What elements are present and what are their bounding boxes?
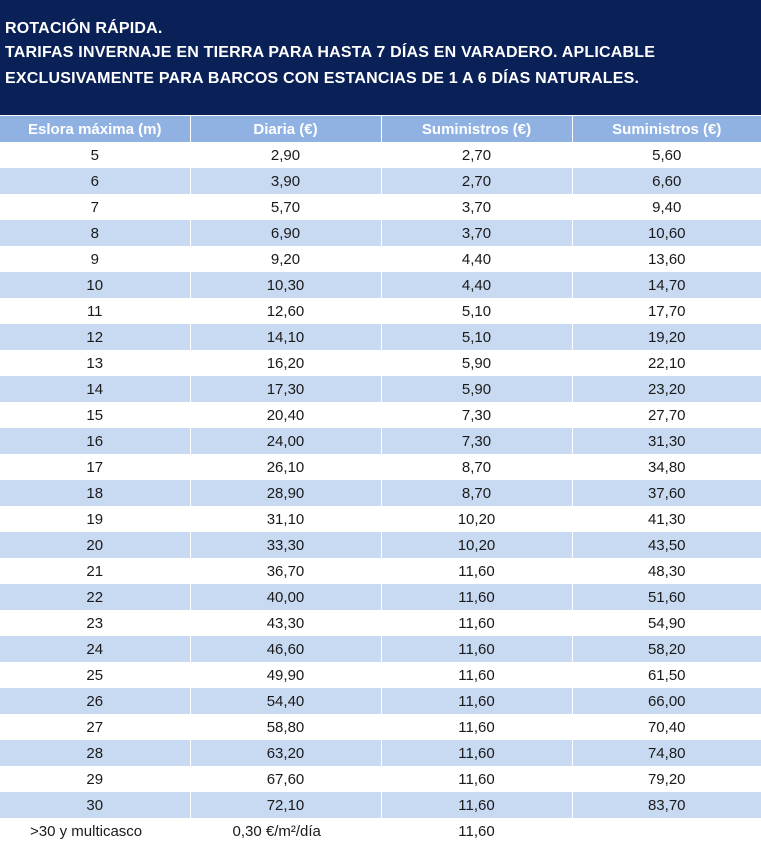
supplies-total-cell: 41,30	[572, 506, 761, 532]
daily-cell: 28,90	[190, 480, 381, 506]
table-row	[0, 194, 761, 220]
daily-cell: 58,80	[190, 714, 381, 740]
supplies-total-cell: 27,70	[572, 402, 761, 428]
table-row	[0, 402, 761, 428]
length-cell: 17	[0, 454, 190, 480]
supplies-cell: 11,60	[381, 636, 572, 662]
table-row	[0, 532, 761, 558]
supplies-cell: 4,40	[381, 246, 572, 272]
supplies-total-cell: 6,60	[572, 168, 761, 194]
daily-cell: 43,30	[190, 610, 381, 636]
supplies-cell: 11,60	[381, 558, 572, 584]
supplies-total-cell: 5,60	[572, 142, 761, 168]
table-row	[0, 792, 761, 818]
supplies-total-cell: 9,40	[572, 194, 761, 220]
supplies-total-cell: 10,60	[572, 220, 761, 246]
daily-cell: 63,20	[190, 740, 381, 766]
length-cell: 10	[0, 272, 190, 298]
column-header-length: Eslora máxima (m)	[0, 116, 190, 142]
length-cell: 24	[0, 636, 190, 662]
supplies-total-cell: 31,30	[572, 428, 761, 454]
daily-cell: 46,60	[190, 636, 381, 662]
supplies-cell: 11,60	[381, 792, 572, 818]
supplies-total-cell: 51,60	[572, 584, 761, 610]
length-cell: 16	[0, 428, 190, 454]
table-row	[0, 636, 761, 662]
title-line-2: TARIFAS INVERNAJE EN TIERRA PARA HASTA 7 DÍAS EN VARADERO. APLICABLE	[5, 44, 656, 61]
daily-cell: 26,10	[190, 454, 381, 480]
daily-cell: 24,00	[190, 428, 381, 454]
daily-cell: 72,10	[190, 792, 381, 818]
supplies-total-cell: 34,80	[572, 454, 761, 480]
daily-cell: 54,40	[190, 688, 381, 714]
supplies-cell: 11,60	[381, 688, 572, 714]
supplies-cell: 8,70	[381, 480, 572, 506]
daily-cell: 2,90	[190, 142, 381, 168]
daily-cell: 6,90	[190, 220, 381, 246]
table-row	[0, 558, 761, 584]
table-row	[0, 376, 761, 402]
supplies-cell: 11,60	[381, 766, 572, 792]
daily-cell: 31,10	[190, 506, 381, 532]
title-line-3: EXCLUSIVAMENTE PARA BARCOS CON ESTANCIAS DE 1 A 6 DÍAS NATURALES.	[5, 70, 640, 87]
length-cell: 20	[0, 532, 190, 558]
table-row	[0, 298, 761, 324]
table-row	[0, 584, 761, 610]
supplies-total-cell: 48,30	[572, 558, 761, 584]
table-row	[0, 662, 761, 688]
supplies-cell: 7,30	[381, 402, 572, 428]
length-cell: 13	[0, 350, 190, 376]
daily-cell: 33,30	[190, 532, 381, 558]
table-row	[0, 272, 761, 298]
footer-length-cell: >30 y multicasco	[0, 818, 190, 844]
supplies-total-cell: 74,80	[572, 740, 761, 766]
supplies-cell: 11,60	[381, 584, 572, 610]
daily-cell: 17,30	[190, 376, 381, 402]
supplies-cell: 5,10	[381, 324, 572, 350]
column-header-supplies-total: Suministros (€)	[572, 116, 761, 142]
length-cell: 19	[0, 506, 190, 532]
length-cell: 5	[0, 142, 190, 168]
daily-cell: 14,10	[190, 324, 381, 350]
title-line-1: ROTACIÓN RÁPIDA.	[5, 20, 163, 37]
length-cell: 21	[0, 558, 190, 584]
supplies-cell: 3,70	[381, 194, 572, 220]
length-cell: 28	[0, 740, 190, 766]
daily-cell: 12,60	[190, 298, 381, 324]
daily-cell: 9,20	[190, 246, 381, 272]
table-row	[0, 246, 761, 272]
supplies-cell: 11,60	[381, 714, 572, 740]
footer-daily-cell: 0,30 €/m²/día	[190, 818, 381, 844]
column-header-supplies: Suministros (€)	[381, 116, 572, 142]
footer-row	[0, 818, 761, 844]
daily-cell: 36,70	[190, 558, 381, 584]
length-cell: 9	[0, 246, 190, 272]
supplies-cell: 11,60	[381, 740, 572, 766]
length-cell: 11	[0, 298, 190, 324]
supplies-cell: 2,70	[381, 142, 572, 168]
supplies-total-cell: 70,40	[572, 714, 761, 740]
supplies-total-cell: 37,60	[572, 480, 761, 506]
supplies-cell: 4,40	[381, 272, 572, 298]
daily-cell: 3,90	[190, 168, 381, 194]
table-row	[0, 688, 761, 714]
daily-cell: 16,20	[190, 350, 381, 376]
supplies-cell: 10,20	[381, 506, 572, 532]
length-cell: 8	[0, 220, 190, 246]
table-row	[0, 454, 761, 480]
supplies-total-cell: 79,20	[572, 766, 761, 792]
table-row	[0, 220, 761, 246]
footer-total-cell	[572, 818, 761, 844]
table-row	[0, 506, 761, 532]
footer-supplies-cell: 11,60	[381, 818, 572, 844]
supplies-cell: 10,20	[381, 532, 572, 558]
length-cell: 14	[0, 376, 190, 402]
length-cell: 6	[0, 168, 190, 194]
table-row	[0, 740, 761, 766]
length-cell: 18	[0, 480, 190, 506]
supplies-total-cell: 83,70	[572, 792, 761, 818]
table-row	[0, 350, 761, 376]
column-header-row	[0, 116, 761, 142]
table-row	[0, 168, 761, 194]
supplies-cell: 7,30	[381, 428, 572, 454]
table-row	[0, 766, 761, 792]
table-row	[0, 428, 761, 454]
daily-cell: 20,40	[190, 402, 381, 428]
table-row	[0, 714, 761, 740]
column-header-daily: Diaria (€)	[190, 116, 381, 142]
length-cell: 30	[0, 792, 190, 818]
length-cell: 22	[0, 584, 190, 610]
length-cell: 27	[0, 714, 190, 740]
rates-table	[0, 116, 761, 844]
length-cell: 23	[0, 610, 190, 636]
title-banner	[0, 0, 761, 115]
daily-cell: 49,90	[190, 662, 381, 688]
length-cell: 26	[0, 688, 190, 714]
daily-cell: 40,00	[190, 584, 381, 610]
length-cell: 29	[0, 766, 190, 792]
supplies-cell: 3,70	[381, 220, 572, 246]
table-row	[0, 480, 761, 506]
supplies-cell: 5,90	[381, 376, 572, 402]
daily-cell: 10,30	[190, 272, 381, 298]
length-cell: 15	[0, 402, 190, 428]
supplies-total-cell: 14,70	[572, 272, 761, 298]
supplies-cell: 11,60	[381, 610, 572, 636]
supplies-total-cell: 17,70	[572, 298, 761, 324]
supplies-total-cell: 43,50	[572, 532, 761, 558]
length-cell: 7	[0, 194, 190, 220]
supplies-total-cell: 19,20	[572, 324, 761, 350]
supplies-total-cell: 54,90	[572, 610, 761, 636]
table-row	[0, 324, 761, 350]
supplies-total-cell: 66,00	[572, 688, 761, 714]
table-row	[0, 610, 761, 636]
supplies-cell: 5,90	[381, 350, 572, 376]
supplies-cell: 11,60	[381, 662, 572, 688]
supplies-cell: 8,70	[381, 454, 572, 480]
supplies-cell: 2,70	[381, 168, 572, 194]
length-cell: 25	[0, 662, 190, 688]
table-row	[0, 142, 761, 168]
supplies-cell: 5,10	[381, 298, 572, 324]
supplies-total-cell: 58,20	[572, 636, 761, 662]
daily-cell: 5,70	[190, 194, 381, 220]
daily-cell: 67,60	[190, 766, 381, 792]
supplies-total-cell: 13,60	[572, 246, 761, 272]
length-cell: 12	[0, 324, 190, 350]
supplies-total-cell: 22,10	[572, 350, 761, 376]
supplies-total-cell: 23,20	[572, 376, 761, 402]
supplies-total-cell: 61,50	[572, 662, 761, 688]
